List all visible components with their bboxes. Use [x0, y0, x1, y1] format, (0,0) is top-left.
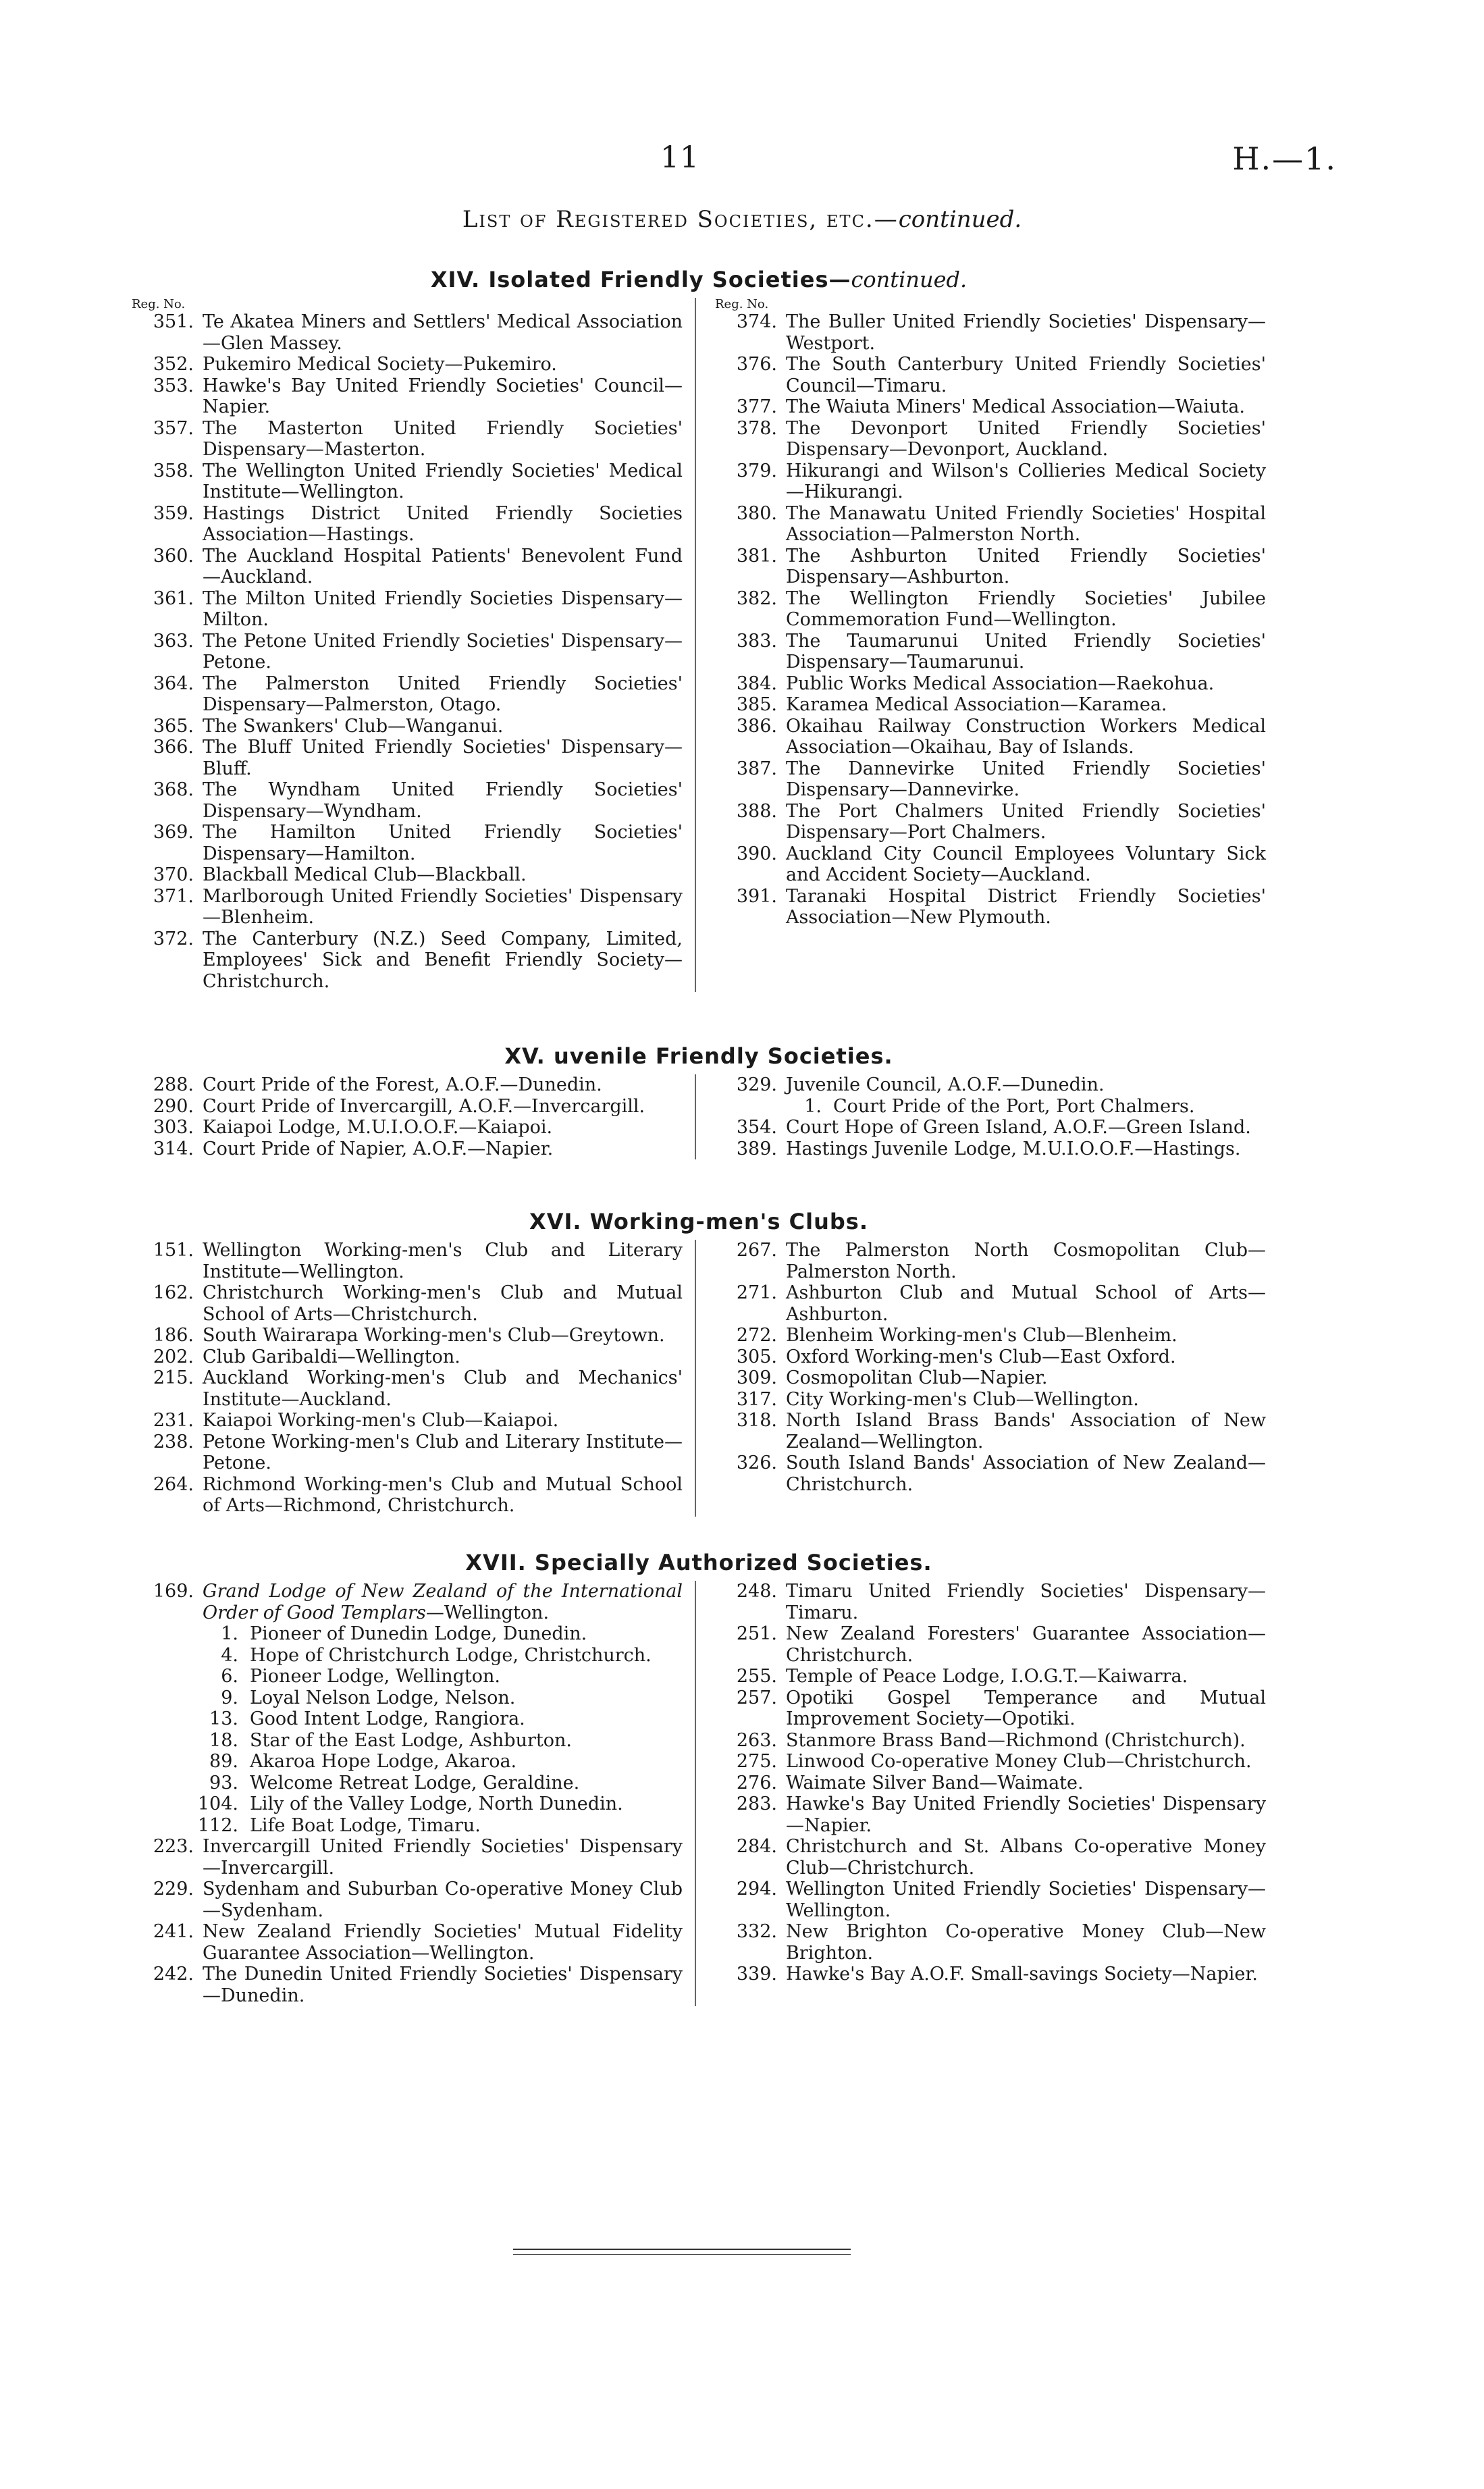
section-xiv — [132, 267, 1266, 992]
society-name: Club Garibaldi—Wellington. — [203, 1346, 460, 1367]
sub-entry — [132, 1730, 683, 1752]
society-name: The Bluff United Friendly Societies' Dispensary—Bluff. — [203, 737, 683, 779]
society-name: —Wellington. — [425, 1602, 550, 1623]
society-entry — [132, 1346, 683, 1368]
reg-number: 271. — [736, 1282, 777, 1303]
reg-number: 169. — [153, 1581, 194, 1602]
column-divider — [695, 1074, 696, 1159]
society-name: Oxford Working-men's Club—East Oxford. — [786, 1346, 1176, 1367]
reg-number: 384. — [736, 673, 777, 694]
society-name: Petone Working-men's Club and Literary Institute—Petone. — [203, 1431, 683, 1473]
page-title-text: List of Registered Societies, etc.— — [462, 206, 899, 233]
society-name: The Wellington United Friendly Societies' Medical Institute—Wellington. — [203, 460, 683, 502]
reg-number: 275. — [736, 1751, 777, 1772]
society-name: Welcome Retreat Lodge, Geraldine. — [250, 1772, 580, 1793]
society-entry — [715, 716, 1266, 758]
reg-number: 267. — [736, 1240, 777, 1261]
document-code: H.—1. — [1232, 140, 1337, 177]
society-entry — [132, 1581, 683, 1623]
society-entry — [132, 1367, 683, 1410]
section-heading — [132, 267, 1266, 292]
reg-number: 89. — [209, 1751, 238, 1772]
society-entry — [715, 1687, 1266, 1730]
reg-number: 9. — [221, 1687, 238, 1708]
reg-number: 1. — [221, 1623, 238, 1644]
reg-number: 329. — [736, 1074, 777, 1095]
reg-number: 377. — [736, 396, 777, 417]
entry-list-right — [715, 311, 1266, 928]
society-name: Richmond Working-men's Club and Mutual School of Arts—Richmond, Christchurch. — [203, 1473, 683, 1516]
society-name: The Petone United Friendly Societies' Dispensary—Petone. — [203, 630, 683, 673]
society-entry — [715, 1410, 1266, 1452]
reg-number: 223. — [153, 1836, 194, 1857]
society-name: The Palmerston North Cosmopolitan Club—Palmerston North. — [786, 1240, 1266, 1282]
society-name: Life Boat Lodge, Timaru. — [250, 1814, 481, 1836]
society-entry — [132, 779, 683, 822]
society-entry — [715, 1773, 1266, 1794]
reg-number: 326. — [736, 1452, 777, 1473]
reg-number: 352. — [153, 354, 194, 375]
end-rule — [513, 2249, 851, 2250]
society-name: The Dunedin United Friendly Societies' Dispensary —Dunedin. — [203, 1964, 683, 2006]
sub-entry — [715, 1096, 1266, 1118]
society-entry — [715, 1346, 1266, 1368]
society-entry — [715, 1117, 1266, 1138]
society-name: The Waiuta Miners' Medical Association—Waiuta. — [786, 396, 1245, 417]
reg-number: 389. — [736, 1138, 777, 1159]
society-entry — [132, 1432, 683, 1474]
society-name: Auckland Working-men's Club and Mechanics' Institute—Auckland. — [203, 1367, 683, 1410]
reg-number: 332. — [736, 1921, 777, 1942]
society-entry — [715, 503, 1266, 546]
reg-number: 257. — [736, 1687, 777, 1708]
reg-number: 357. — [153, 417, 194, 439]
society-name-italic: Grand Lodge of New Zealand of the International Order of Good Templars — [203, 1581, 683, 1623]
society-name: Hawke's Bay A.O.F. Small-savings Society—Napier. — [786, 1964, 1258, 1985]
entry-list-left — [132, 1240, 683, 1517]
society-name: The Manawatu United Friendly Societies' Hospital Association—Palmerston North. — [786, 502, 1266, 545]
reg-number: 353. — [153, 375, 194, 396]
entry-list-right — [715, 1074, 1266, 1159]
society-entry — [132, 311, 683, 354]
society-name: Hikurangi and Wilson's Collieries Medical Society—Hikurangi. — [786, 460, 1266, 502]
society-name: The Port Chalmers United Friendly Societies' Dispensary—Port Chalmers. — [786, 800, 1266, 843]
society-name: Star of the East Lodge, Ashburton. — [250, 1729, 572, 1751]
sub-entry — [132, 1623, 683, 1645]
society-name: The Taumarunui United Friendly Societies' Dispensary—Taumarunui. — [786, 630, 1266, 673]
reg-number: 263. — [736, 1729, 777, 1751]
society-name: Kaiapoi Lodge, M.U.I.O.O.F.—Kaiapoi. — [203, 1117, 553, 1138]
sub-entry — [132, 1773, 683, 1794]
reg-number: 202. — [153, 1346, 194, 1367]
society-name: The Dannevirke United Friendly Societies' Dispensary—Dannevirke. — [786, 758, 1266, 800]
society-entry — [715, 1879, 1266, 1921]
reg-number: 251. — [736, 1623, 777, 1644]
sub-entry — [132, 1793, 683, 1815]
reg-number: 288. — [153, 1074, 194, 1095]
society-name: Akaroa Hope Lodge, Akaroa. — [250, 1751, 517, 1772]
reg-number: 361. — [153, 587, 194, 609]
reg-number: 283. — [736, 1793, 777, 1814]
society-name: Linwood Co-operative Money Club—Christchurch. — [786, 1751, 1252, 1772]
reg-number: 1. — [804, 1095, 822, 1117]
society-entry — [132, 461, 683, 503]
section-heading: XVII. Specially Authorized Societies. — [465, 1550, 932, 1575]
society-entry — [132, 418, 683, 461]
society-entry — [715, 418, 1266, 461]
society-entry — [715, 1730, 1266, 1752]
reg-number: 368. — [153, 779, 194, 800]
reg-number: 238. — [153, 1431, 194, 1452]
reg-number: 374. — [736, 311, 777, 332]
society-name: Wellington Working-men's Club and Literary Institute—Wellington. — [203, 1240, 683, 1282]
reg-number: 13. — [209, 1708, 238, 1729]
society-entry — [132, 375, 683, 418]
section-heading-text: XIV. Isolated Friendly Societies— — [430, 267, 851, 292]
society-entry — [132, 1325, 683, 1346]
society-entry — [132, 503, 683, 546]
society-name: Juvenile Council, A.O.F.—Dunedin. — [786, 1074, 1105, 1095]
reg-number: 309. — [736, 1367, 777, 1388]
society-entry — [715, 1282, 1266, 1325]
column-divider — [695, 1581, 696, 2006]
reg-number: 382. — [736, 587, 777, 609]
society-entry — [132, 1240, 683, 1282]
reg-number: 276. — [736, 1772, 777, 1793]
society-entry — [715, 1964, 1266, 1985]
society-entry — [132, 588, 683, 631]
reg-number: 290. — [153, 1095, 194, 1117]
society-name: Karamea Medical Association—Karamea. — [786, 694, 1167, 715]
reg-no-label: Reg. No. — [132, 297, 186, 311]
end-rule-thin — [513, 2254, 851, 2255]
reg-number: 229. — [153, 1879, 194, 1900]
society-entry — [715, 886, 1266, 928]
society-name: New Brighton Co-operative Money Club—New Brighton. — [786, 1921, 1266, 1964]
society-entry — [132, 1879, 683, 1921]
society-name: The South Canterbury United Friendly Societies' Council—Timaru. — [786, 354, 1266, 396]
reg-number: 4. — [221, 1644, 238, 1666]
society-entry — [132, 1117, 683, 1138]
society-name: Auckland City Council Employees Voluntary Sick and Accident Society—Auckland. — [786, 843, 1266, 885]
society-entry — [715, 461, 1266, 503]
reg-number: 318. — [736, 1410, 777, 1431]
entry-list-left — [132, 1581, 683, 2006]
society-entry — [715, 801, 1266, 843]
society-name: Kaiapoi Working-men's Club—Kaiapoi. — [203, 1410, 559, 1431]
page-title — [0, 206, 1484, 233]
reg-number: 255. — [736, 1666, 777, 1687]
reg-number: 371. — [153, 885, 194, 907]
society-name: Temple of Peace Lodge, I.O.G.T.—Kaiwarra. — [786, 1666, 1188, 1687]
society-name: Court Pride of the Port, Port Chalmers. — [833, 1095, 1195, 1117]
society-entry — [132, 1964, 683, 2006]
society-name: Hastings District United Friendly Societies Association—Hastings. — [203, 502, 683, 545]
society-name: Taranaki Hospital District Friendly Societies' Association—New Plymouth. — [786, 885, 1266, 928]
society-entry — [132, 673, 683, 716]
reg-number: 388. — [736, 800, 777, 822]
society-name: Okaihau Railway Construction Workers Medical Association—Okaihau, Bay of Islands. — [786, 715, 1266, 758]
society-name: Christchurch and St. Albans Co-operative Money Club—Christchurch. — [786, 1836, 1266, 1879]
society-entry — [715, 546, 1266, 588]
reg-number: 378. — [736, 417, 777, 439]
reg-number: 264. — [153, 1473, 194, 1495]
reg-number: 294. — [736, 1879, 777, 1900]
society-entry — [132, 1282, 683, 1325]
sub-entry — [132, 1708, 683, 1730]
society-name: Loyal Nelson Lodge, Nelson. — [250, 1687, 516, 1708]
sub-entry — [132, 1645, 683, 1667]
reg-number: 359. — [153, 502, 194, 524]
society-entry — [715, 396, 1266, 418]
society-entry — [715, 1367, 1266, 1389]
reg-no-label: Reg. No. — [715, 297, 769, 311]
reg-number: 314. — [153, 1138, 194, 1159]
entry-list-right — [715, 1240, 1266, 1495]
society-name: The Hamilton United Friendly Societies' Dispensary—Hamilton. — [203, 822, 683, 864]
society-name: Pioneer Lodge, Wellington. — [250, 1666, 500, 1687]
society-name: Hawke's Bay United Friendly Societies' Dispensary —Napier. — [786, 1793, 1266, 1836]
reg-number: 339. — [736, 1964, 777, 1985]
reg-number: 354. — [736, 1117, 777, 1138]
society-name: Court Pride of the Forest, A.O.F.—Dunedin. — [203, 1074, 602, 1095]
society-entry — [715, 354, 1266, 396]
society-name: The Devonport United Friendly Societies' Dispensary—Devonport, Auckland. — [786, 417, 1266, 460]
society-entry — [132, 822, 683, 864]
society-name: Timaru United Friendly Societies' Dispensary—Timaru. — [786, 1581, 1266, 1623]
society-name: Court Pride of Napier, A.O.F.—Napier. — [203, 1138, 554, 1159]
society-name: The Wellington Friendly Societies' Jubilee Commemoration Fund—Wellington. — [786, 587, 1266, 630]
society-name: The Milton United Friendly Societies Dispensary—Milton. — [203, 587, 683, 630]
reg-number: 380. — [736, 502, 777, 524]
society-entry — [132, 631, 683, 673]
society-name: Invercargill United Friendly Societies' Dispensary —Invercargill. — [203, 1836, 683, 1879]
society-entry — [715, 694, 1266, 716]
section-xvi — [132, 1209, 1266, 1517]
society-entry — [715, 631, 1266, 673]
society-name: Ashburton Club and Mutual School of Arts—Ashburton. — [786, 1282, 1266, 1325]
reg-number: 231. — [153, 1410, 194, 1431]
reg-number: 387. — [736, 758, 777, 779]
column-divider — [695, 1240, 696, 1517]
society-entry — [715, 1389, 1266, 1411]
sub-entry — [132, 1815, 683, 1837]
society-name: Court Hope of Green Island, A.O.F.—Green Island. — [786, 1117, 1251, 1138]
sub-entry — [132, 1751, 683, 1773]
sub-entry — [132, 1687, 683, 1709]
society-entry — [715, 1581, 1266, 1623]
society-entry — [132, 886, 683, 928]
reg-number: 364. — [153, 673, 194, 694]
society-entry — [715, 1452, 1266, 1495]
reg-number: 351. — [153, 311, 194, 332]
society-entry — [715, 1751, 1266, 1773]
society-entry — [132, 1836, 683, 1879]
society-entry — [132, 737, 683, 779]
section-heading: XV. uvenile Friendly Societies. — [504, 1043, 893, 1069]
society-name: The Canterbury (N.Z.) Seed Company, Limited, Employees' Sick and Benefit Friendly Society—Christchurch. — [203, 928, 683, 992]
reg-number: 372. — [153, 928, 194, 949]
society-entry — [132, 546, 683, 588]
society-name: Hope of Christchurch Lodge, Christchurch. — [250, 1644, 652, 1666]
society-entry — [132, 1138, 683, 1160]
reg-number: 383. — [736, 630, 777, 652]
reg-number: 370. — [153, 864, 194, 885]
society-entry — [132, 1074, 683, 1096]
society-entry — [715, 1793, 1266, 1836]
column-divider — [695, 298, 696, 992]
reg-number: 360. — [153, 545, 194, 567]
society-name: Opotiki Gospel Temperance and Mutual Improvement Society—Opotiki. — [786, 1687, 1266, 1729]
society-name: New Zealand Friendly Societies' Mutual Fidelity Guarantee Association—Wellington. — [203, 1921, 683, 1964]
society-name: Wellington United Friendly Societies' Dispensary—Wellington. — [786, 1879, 1266, 1921]
society-name: Pioneer of Dunedin Lodge, Dunedin. — [250, 1623, 587, 1644]
reg-number: 242. — [153, 1964, 194, 1985]
reg-number: 162. — [153, 1282, 194, 1303]
reg-number: 112. — [197, 1814, 238, 1836]
society-entry — [715, 843, 1266, 886]
society-name: The Wyndham United Friendly Societies' Dispensary—Wyndham. — [203, 779, 683, 822]
society-entry — [715, 758, 1266, 801]
reg-number: 104. — [197, 1793, 238, 1814]
reg-number: 365. — [153, 715, 194, 737]
society-entry — [132, 1410, 683, 1432]
entry-list-left — [132, 1074, 683, 1159]
society-entry — [132, 1921, 683, 1964]
reg-number: 379. — [736, 460, 777, 481]
society-entry — [715, 1325, 1266, 1346]
page-title-continued: continued. — [898, 206, 1022, 233]
society-name: South Wairarapa Working-men's Club—Greytown. — [203, 1325, 665, 1346]
society-name: Blackball Medical Club—Blackball. — [203, 864, 527, 885]
society-entry — [715, 1623, 1266, 1666]
society-name: City Working-men's Club—Wellington. — [786, 1388, 1139, 1410]
society-name: Cosmopolitan Club—Napier. — [786, 1367, 1048, 1388]
society-entry — [132, 864, 683, 886]
reg-number: 386. — [736, 715, 777, 737]
reg-number: 369. — [153, 822, 194, 843]
reg-number: 248. — [736, 1581, 777, 1602]
society-name: Good Intent Lodge, Rangiora. — [250, 1708, 525, 1729]
society-entry — [715, 588, 1266, 631]
society-name: The Swankers' Club—Wanganui. — [203, 715, 504, 737]
society-name: The Masterton United Friendly Societies' Dispensary—Masterton. — [203, 417, 683, 460]
reg-number: 366. — [153, 737, 194, 758]
reg-number: 186. — [153, 1325, 194, 1346]
entry-list-left — [132, 311, 683, 992]
society-entry — [715, 1921, 1266, 1964]
society-name: The Buller United Friendly Societies' Dispensary—Westport. — [786, 311, 1266, 354]
sub-entry — [132, 1666, 683, 1687]
society-name: South Island Bands' Association of New Zealand—Christchurch. — [786, 1452, 1266, 1495]
reg-number: 381. — [736, 545, 777, 567]
society-entry — [132, 1096, 683, 1118]
reg-number: 6. — [221, 1666, 238, 1687]
reg-number: 93. — [209, 1772, 238, 1793]
society-name: Lily of the Valley Lodge, North Dunedin. — [250, 1793, 623, 1814]
society-entry — [715, 1138, 1266, 1160]
reg-number: 241. — [153, 1921, 194, 1942]
society-name: Sydenham and Suburban Co-operative Money Club —Sydenham. — [203, 1879, 683, 1921]
section-xvii — [132, 1550, 1266, 2006]
society-name: Stanmore Brass Band—Richmond (Christchurch). — [786, 1729, 1246, 1751]
reg-number: 385. — [736, 694, 777, 715]
society-entry — [715, 1240, 1266, 1282]
reg-number: 305. — [736, 1346, 777, 1367]
society-name: The Auckland Hospital Patients' Benevolent Fund —Auckland. — [203, 545, 683, 587]
society-name: Hastings Juvenile Lodge, M.U.I.O.O.F.—Hastings. — [786, 1138, 1241, 1159]
reg-number: 215. — [153, 1367, 194, 1388]
reg-number: 376. — [736, 354, 777, 375]
page-number: 11 — [660, 140, 699, 175]
society-name: Court Pride of Invercargill, A.O.F.—Invercargill. — [203, 1095, 645, 1117]
section-xv — [132, 1043, 1266, 1159]
reg-number: 151. — [153, 1240, 194, 1261]
society-name: Te Akatea Miners and Settlers' Medical Association—Glen Massey. — [203, 311, 683, 354]
section-heading-continued: continued. — [851, 267, 968, 292]
reg-number: 272. — [736, 1325, 777, 1346]
society-name: Marlborough United Friendly Societies' Dispensary —Blenheim. — [203, 885, 683, 928]
society-name: Christchurch Working-men's Club and Mutual School of Arts—Christchurch. — [203, 1282, 683, 1325]
society-name: Pukemiro Medical Society—Pukemiro. — [203, 354, 557, 375]
society-entry — [715, 1074, 1266, 1096]
reg-number: 390. — [736, 843, 777, 864]
society-name: New Zealand Foresters' Guarantee Association—Christchurch. — [786, 1623, 1266, 1666]
society-entry — [715, 1836, 1266, 1879]
society-entry — [132, 928, 683, 993]
society-name: Blenheim Working-men's Club—Blenheim. — [786, 1325, 1177, 1346]
society-entry — [132, 1474, 683, 1517]
society-entry — [132, 716, 683, 737]
reg-number: 391. — [736, 885, 777, 907]
reg-number: 358. — [153, 460, 194, 481]
society-name: Hawke's Bay United Friendly Societies' Council—Napier. — [203, 375, 683, 417]
reg-number: 303. — [153, 1117, 194, 1138]
society-name: Public Works Medical Association—Raekohua. — [786, 673, 1215, 694]
society-name: The Palmerston United Friendly Societies' Dispensary—Palmerston, Otago. — [203, 673, 683, 715]
society-entry — [715, 311, 1266, 354]
reg-number: 363. — [153, 630, 194, 652]
reg-number: 317. — [736, 1388, 777, 1410]
society-entry — [132, 354, 683, 375]
society-name: North Island Brass Bands' Association of New Zealand—Wellington. — [786, 1410, 1266, 1452]
section-heading: XVI. Working-men's Clubs. — [529, 1209, 868, 1234]
reg-number: 18. — [209, 1729, 238, 1751]
society-entry — [715, 1666, 1266, 1687]
society-name: The Ashburton United Friendly Societies' Dispensary—Ashburton. — [786, 545, 1266, 587]
society-name: Waimate Silver Band—Waimate. — [786, 1772, 1084, 1793]
entry-list-right — [715, 1581, 1266, 1985]
society-entry — [715, 673, 1266, 695]
reg-number: 284. — [736, 1836, 777, 1857]
